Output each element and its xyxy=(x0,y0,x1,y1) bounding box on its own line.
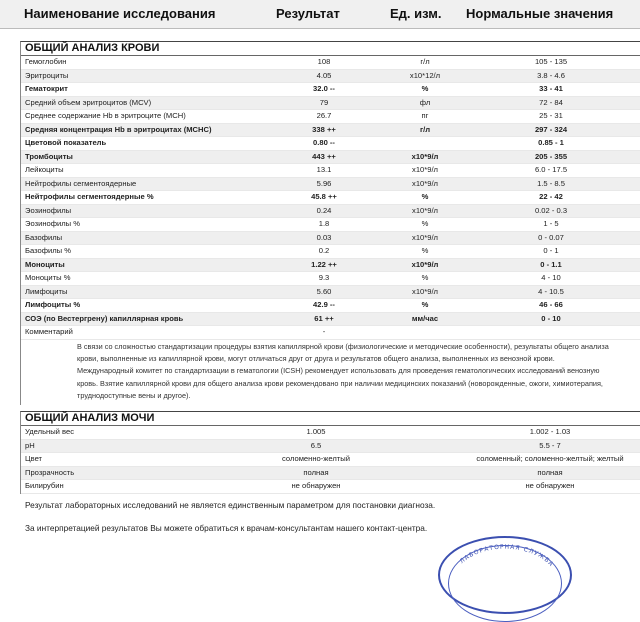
table-row xyxy=(21,480,640,494)
table-row xyxy=(21,70,640,84)
test-name: Эозинофилы % xyxy=(25,219,80,228)
test-result: не обнаружен xyxy=(291,481,341,490)
table-row xyxy=(21,426,640,440)
test-norm: 105 - 135 xyxy=(534,57,568,66)
test-name: Тромбоциты xyxy=(25,151,73,161)
test-name: Эозинофилы xyxy=(25,205,72,215)
test-name: Удельный вес xyxy=(25,427,74,436)
test-name: Комментарий xyxy=(25,327,73,336)
col-header-name: Наименование исследования xyxy=(24,6,216,21)
test-result: 1.8 xyxy=(318,219,330,228)
table-row xyxy=(21,164,640,178)
test-unit: x10*9/л xyxy=(412,165,438,174)
test-name: Прозрачность xyxy=(25,467,75,477)
test-name: Билирубин xyxy=(25,481,64,490)
test-unit: % xyxy=(421,84,429,93)
test-name: Моноциты % xyxy=(25,273,71,282)
table-row xyxy=(21,259,640,273)
test-name: Лейкоциты xyxy=(25,165,64,174)
test-name: Гемоглобин xyxy=(25,57,67,66)
test-unit: x10*9/л xyxy=(412,178,438,188)
test-norm: 22 - 42 xyxy=(539,192,563,201)
table-row xyxy=(21,137,640,151)
test-result: соломенно-желтый xyxy=(282,454,350,463)
table-row xyxy=(21,56,640,70)
test-result: - xyxy=(322,327,326,336)
table-row xyxy=(21,245,640,259)
test-result: 32.0 -- xyxy=(313,84,335,93)
test-unit: x10*9/л xyxy=(412,286,438,296)
test-name: pH xyxy=(25,440,35,450)
test-name: Цвет xyxy=(25,454,43,463)
test-norm: не обнаружен xyxy=(525,481,575,490)
test-name: Базофилы xyxy=(25,232,63,242)
table-row xyxy=(21,97,640,111)
test-unit: x10*9/л xyxy=(411,259,439,269)
test-norm: 0 - 1.1 xyxy=(540,259,562,269)
test-name: Нейтрофилы сегментоядерные % xyxy=(25,192,154,201)
test-norm: 0 - 1 xyxy=(543,246,559,255)
urine-rows xyxy=(21,426,640,494)
test-norm: 72 - 84 xyxy=(539,97,563,107)
test-unit: мм/час xyxy=(411,313,439,323)
test-unit: % xyxy=(421,300,429,309)
test-norm: 0.02 - 0.3 xyxy=(534,205,568,215)
table-row xyxy=(21,110,640,124)
test-name: Моноциты xyxy=(25,259,65,269)
test-result: 4.05 xyxy=(316,70,332,80)
test-name: СОЭ (по Вестергрену) капиллярная кровь xyxy=(25,313,184,323)
test-result: 338 ++ xyxy=(312,124,336,134)
test-result: 9.3 xyxy=(318,273,330,282)
test-norm: 25 - 31 xyxy=(539,111,563,120)
footer-note-2: За интерпретацией результатов Вы можете обратиться к врачам-консультантам нашего контакт-центра. xyxy=(25,523,428,533)
test-result: 443 ++ xyxy=(312,151,336,161)
test-unit: % xyxy=(421,219,429,228)
test-result: 0.24 xyxy=(316,205,332,215)
test-unit: пг xyxy=(421,111,429,120)
col-header-result: Результат xyxy=(276,6,340,21)
table-row xyxy=(21,124,640,138)
test-norm: 6.0 - 17.5 xyxy=(534,165,568,174)
test-result: 5.60 xyxy=(316,286,332,296)
table-row xyxy=(21,440,640,454)
test-norm: 4 - 10.5 xyxy=(538,286,564,296)
col-header-norm: Нормальные значения xyxy=(466,6,614,21)
test-unit: % xyxy=(421,246,429,255)
test-unit: x10*9/л xyxy=(412,232,438,242)
test-name: Средний объем эритроцитов (MCV) xyxy=(25,97,152,107)
table-row xyxy=(21,313,640,327)
col-header-unit: Ед. изм. xyxy=(390,6,442,21)
table-row xyxy=(21,299,640,313)
table-row xyxy=(21,178,640,192)
table-row xyxy=(21,272,640,286)
table-header xyxy=(0,0,640,29)
test-name: Средняя концентрация Hb в эритроцитах (MCHC) xyxy=(25,124,212,134)
test-name: Гематокрит xyxy=(25,84,68,93)
test-norm: 3.8 - 4.6 xyxy=(537,70,565,80)
table-row xyxy=(21,286,640,300)
test-norm: 0 - 0.07 xyxy=(538,232,564,242)
test-norm: 1.002 - 1.03 xyxy=(529,427,571,436)
test-unit: % xyxy=(421,192,429,201)
test-norm: 4 - 10 xyxy=(541,273,561,282)
svg-text:ЛАБОРАТОРНАЯ СЛУЖБА xyxy=(458,544,555,569)
test-unit: г/л xyxy=(420,57,430,66)
test-norm: 0 - 10 xyxy=(541,313,561,323)
test-unit: x10*12/л xyxy=(409,70,441,80)
blood-comment-text: В связи со сложностью стандартизации процедуры взятия капиллярной крови (физиологические и методические особенности), результаты общего анализа крови, выполненные из капиллярной крови, могут отличаться друг от друга и результатов общего анализа, выполненных из венозной крови. Международный комитет по стандартизации в гематологии (ICSH) рекомендует использовать для проведения гематологических исследований венозную кровь. Взятие капиллярной крови для общего анализа крови рекомендовано при наличии медицинских показаний (новорожденные, ожоги, химиотерапия, труднодоступные вены и другое). xyxy=(77,341,609,401)
test-result: полная xyxy=(303,467,329,477)
test-name: Базофилы % xyxy=(25,246,71,255)
table-row xyxy=(21,326,640,340)
test-name: Нейтрофилы сегментоядерные xyxy=(25,178,137,188)
test-norm: 5.5 - 7 xyxy=(539,440,561,450)
test-result: 108 xyxy=(317,57,331,66)
test-name: Среднее содержание Hb в эритроците (MCH) xyxy=(25,111,186,120)
table-row xyxy=(21,232,640,246)
table-row xyxy=(21,467,640,481)
test-norm: 33 - 41 xyxy=(539,84,563,93)
lab-stamp xyxy=(438,536,572,614)
test-result: 13.1 xyxy=(316,165,332,174)
test-norm: соломенный; соломенно-желтый; желтый xyxy=(476,454,624,463)
test-result: 79 xyxy=(319,97,329,107)
test-norm: 297 - 324 xyxy=(534,124,568,134)
test-name: Цветовой показатель xyxy=(25,138,107,147)
test-result: 0.2 xyxy=(318,246,330,255)
urine-test-section xyxy=(20,411,640,494)
test-result: 5.96 xyxy=(316,178,332,188)
test-result: 26.7 xyxy=(316,111,332,120)
table-row xyxy=(21,205,640,219)
stamp-text: ЛАБОРАТОРНАЯ СЛУЖБА xyxy=(458,543,556,569)
test-result: 1.22 ++ xyxy=(311,259,337,269)
test-unit: x10*9/л xyxy=(411,151,439,161)
test-norm: полная xyxy=(537,467,563,477)
footer-note-1: Результат лабораторных исследований не является единственным параметром для постановки диагноза. xyxy=(25,500,436,510)
test-name: Лимфоциты xyxy=(25,286,68,296)
table-row xyxy=(21,191,640,205)
table-row xyxy=(21,453,640,467)
urine-section-title: ОБЩИЙ АНАЛИЗ МОЧИ xyxy=(21,412,640,426)
test-norm: 205 - 355 xyxy=(534,151,568,161)
test-norm: 1 - 5 xyxy=(543,219,559,228)
test-unit: г/л xyxy=(419,124,431,134)
test-norm: 46 - 66 xyxy=(539,300,563,309)
blood-test-section xyxy=(20,41,640,405)
test-result: 42.9 -- xyxy=(313,300,335,309)
table-row xyxy=(21,218,640,232)
test-result: 0.03 xyxy=(316,232,332,242)
test-name: Эритроциты xyxy=(25,70,69,80)
table-row xyxy=(21,83,640,97)
test-result: 6.5 xyxy=(310,440,322,450)
blood-section-title: ОБЩИЙ АНАЛИЗ КРОВИ xyxy=(21,42,640,56)
test-norm: 1.5 - 8.5 xyxy=(537,178,565,188)
test-norm: 0.85 - 1 xyxy=(538,138,564,147)
table-row xyxy=(21,151,640,165)
test-result: 61 ++ xyxy=(314,313,334,323)
blood-rows xyxy=(21,56,640,340)
test-unit: % xyxy=(421,273,429,282)
test-result: 1.005 xyxy=(306,427,326,436)
test-unit: x10*9/л xyxy=(412,205,438,215)
test-result: 45.8 ++ xyxy=(311,192,337,201)
test-result: 0.80 -- xyxy=(313,138,335,147)
test-unit: фл xyxy=(419,97,431,107)
test-name: Лимфоциты % xyxy=(25,300,81,309)
